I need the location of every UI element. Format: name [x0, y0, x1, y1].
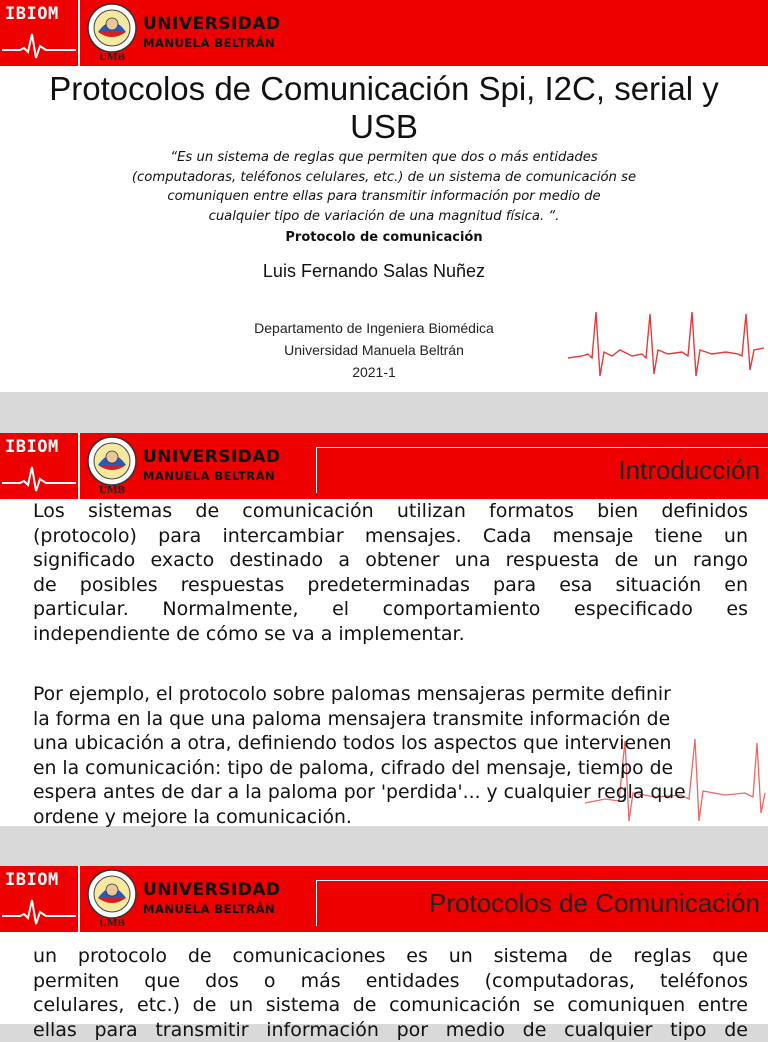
text-line: una ubicación a otra, definiendo todos los aspectos que intervienen: [33, 732, 748, 757]
text-line: la forma en la que una paloma mensajera transmite información de: [33, 708, 748, 733]
university-name-line1: UNIVERSIDAD: [143, 447, 281, 467]
slide-introduccion: [0, 433, 768, 826]
university-seal: [86, 2, 138, 64]
seal-text: UMB: [99, 917, 125, 929]
slide-protocolos: [0, 866, 768, 1024]
slide-title: Protocolos de Comunicación: [316, 880, 768, 926]
university-name-line2: MANUELA BELTRÁN: [143, 902, 275, 916]
university-seal: [86, 868, 138, 930]
heartbeat-icon: [2, 30, 76, 60]
department: Departamento de Ingeniera Biomédica: [200, 320, 548, 336]
text-line: un protocolo de comunicaciones es un sistema de reglas que: [33, 944, 748, 969]
university-seal: [86, 435, 138, 497]
ibiom-text: IBIOM: [5, 870, 59, 890]
ibiom-text: IBIOM: [5, 4, 59, 24]
text-line: celulares, etc.) de un sistema de comunicación se comuniquen entre: [33, 993, 748, 1018]
slide-header: [0, 433, 768, 499]
text-line: ordene y mejore la comunicación.: [33, 806, 748, 831]
text-line: Los sistemas de comunicación utilizan formatos bien definidos: [33, 499, 748, 524]
text-line: ellas para transmitir información por medio de cualquier tipo de: [33, 1018, 748, 1042]
text-line: (protocolo) para intercambiar mensajes. Cada mensaje tiene un: [33, 524, 748, 549]
ibiom-logo: [0, 866, 80, 932]
text-line: particular. Normalmente, el comportamiento especificado es: [33, 597, 748, 622]
seal-text: UMB: [99, 484, 125, 496]
university-line: Universidad Manuela Beltrán: [200, 342, 548, 358]
text-line: Por ejemplo, el protocolo sobre palomas mensajeras permite definir: [33, 683, 748, 708]
text-line: espera antes de dar a la paloma por 'perdida'... y cualquier regla que: [33, 781, 748, 806]
seal-text: UMB: [99, 51, 125, 63]
presentation-title: Protocolos de Comunicación Spi, I2C, serial y USB: [40, 70, 728, 146]
ibiom-text: IBIOM: [5, 437, 59, 457]
university-name-line2: MANUELA BELTRÁN: [143, 36, 275, 50]
university-name-line2: MANUELA BELTRÁN: [143, 469, 275, 483]
slide-title: [0, 0, 768, 392]
ibiom-logo: [0, 433, 80, 499]
quote-source: Protocolo de comunicación: [110, 230, 658, 245]
university-name-line1: UNIVERSIDAD: [143, 14, 281, 34]
heartbeat-icon: [2, 896, 76, 926]
heartbeat-icon: [2, 463, 76, 493]
definition-quote: [110, 148, 658, 226]
text-line: de posibles respuestas predeterminadas para esa situación en: [33, 573, 748, 598]
intro-paragraph-1: [33, 499, 748, 646]
intro-paragraph-2: [33, 683, 748, 830]
text-line: en la comunicación: tipo de paloma, cifrado del mensaje, tiempo de: [33, 757, 748, 782]
quote-line: (computadoras, teléfonos celulares, etc.) de un sistema de comunicación se: [110, 168, 658, 188]
text-line: independiente de cómo se va a implementar.: [33, 622, 748, 647]
ibiom-logo: [0, 0, 80, 66]
quote-line: comuniquen entre ellas para transmitir información por medio de: [110, 187, 658, 207]
academic-period: 2021-1: [200, 364, 548, 380]
protocol-paragraph: [33, 944, 748, 1042]
university-name-line1: UNIVERSIDAD: [143, 880, 281, 900]
text-line: significado exacto destinado a obtener una respuesta de un rango: [33, 548, 748, 573]
slide-header: [0, 0, 768, 66]
text-line: permiten que dos o más entidades (computadoras, teléfonos: [33, 969, 748, 994]
slide-header: [0, 866, 768, 932]
quote-line: “Es un sistema de reglas que permiten que dos o más entidades: [110, 148, 658, 168]
slide-title: Introducción: [316, 447, 768, 493]
author-name: Luis Fernando Salas Nuñez: [0, 261, 748, 282]
ecg-wave-icon: [568, 310, 764, 382]
quote-line: cualquier tipo de variación de una magnitud física. “.: [110, 207, 658, 227]
